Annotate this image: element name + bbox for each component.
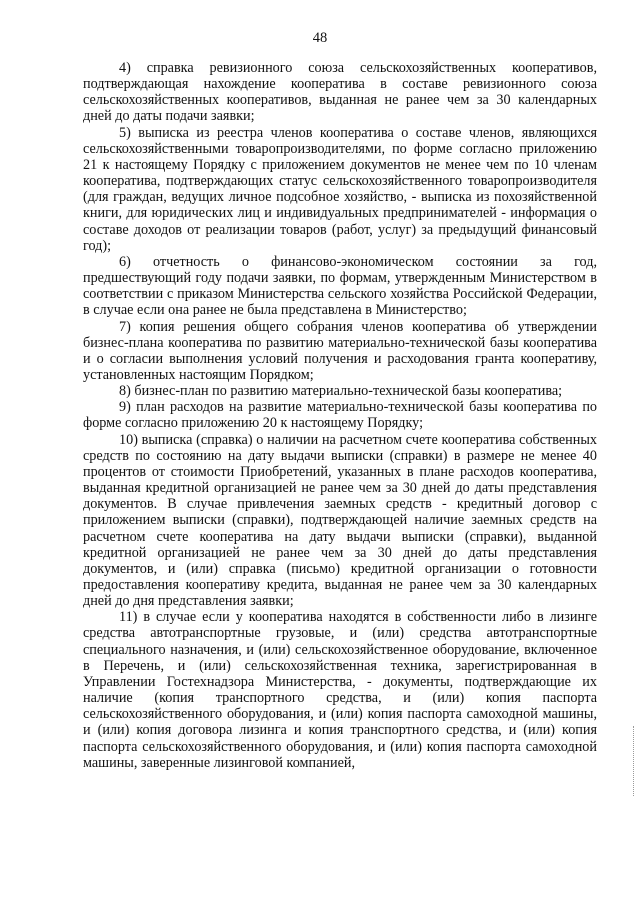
document-body bbox=[83, 60, 597, 771]
paragraph-item-9: 9) план расходов на развитие материально-технической базы кооператива по форме согласно приложению 20 к настоящему Порядку; bbox=[83, 399, 597, 432]
paragraph-item-7: 7) копия решения общего собрания членов кооператива об утверждении бизнес-плана кооператива по развитию материально-технической базы кооператива и о согласии выполнения условий получения и расходования гранта кооперативу, установленных настоящим Порядком; bbox=[83, 318, 597, 383]
paragraph-item-6: 6) отчетность о финансово-экономическом состоянии за год, предшествующий году подачи заявки, по формам, утвержденным Министерством в соответствии с приказом Министерства сельского хозяйства Российской Федерации, в случае если она ранее не была представлена в Министерство; bbox=[83, 253, 597, 319]
paragraph-item-10: 10) выписка (справка) о наличии на расчетном счете кооператива собственных средств по состоянию на дату выдачи выписки (справки) в размере не менее 40 процентов от стоимости Приобретений, указанных в плане расходов кооператива, выданная кредитной организацией не ранее чем за 30 дней до даты представления документов. В случае привлечения заемных средств - кредитный договор с приложением выписки (справки), подтверждающей наличие заемных средств на расчетном счете кооператива на дату выдачи выписки (справки), выданной кредитной организацией не ранее чем за 30 дней до даты представления документов, и (или) справка (письмо) кредитной организации о готовности предоставления кооперативу кредита, выданная не ранее чем за 30 календарных дней до дня представления заявки; bbox=[83, 431, 597, 610]
scan-edge-mark bbox=[633, 726, 636, 796]
paragraph-item-5: 5) выписка из реестра членов кооператива о составе членов, являющихся сельскохозяйственными товаропроизводителями, по форме согласно приложению 21 к настоящему Порядку с приложением документов не менее чем по 10 членам кооператива, подтверждающих статус сельскохозяйственного товаропроизводителя (для граждан, ведущих личное подсобное хозяйство, - выписка из похозяйственной книги, для юридических лиц и индивидуальных предпринимателей - информация о составе доходов от реализации товаров (работ, услуг) за предыдущий финансовый год); bbox=[83, 124, 597, 254]
paragraph-item-8: 8) бизнес-план по развитию материально-технической базы кооператива; bbox=[119, 383, 563, 400]
paragraph-item-11: 11) в случае если у кооператива находятся в собственности либо в лизинге средства автотранспортные грузовые, и (или) средства автотранспортные специального назначения, и (или) сельскохозяйственное оборудование, включенное в Перечень, и (или) сельскохозяйственная техника, зарегистрированная в Управлении Гостехнадзора Министерства, - документы, подтверждающие их наличие (копия транспортного средства, и (или) копия паспорта сельскохозяйственного оборудования, и (или) копия паспорта самоходной машины, и (или) копия договора лизинга и копия транспортного средства, и (или) копия паспорта сельскохозяйственного оборудования, и (или) копия паспорта самоходной машины, заверенные лизинговой компанией, bbox=[83, 609, 597, 771]
paragraph-item-4: 4) справка ревизионного союза сельскохозяйственных кооперативов, подтверждающая нахождение кооператива в составе ревизионного союза сельскохозяйственных кооперативов, выданная не ранее чем за 30 календарных дней до даты подачи заявки; bbox=[83, 60, 597, 125]
page-number: 48 bbox=[312, 30, 328, 46]
